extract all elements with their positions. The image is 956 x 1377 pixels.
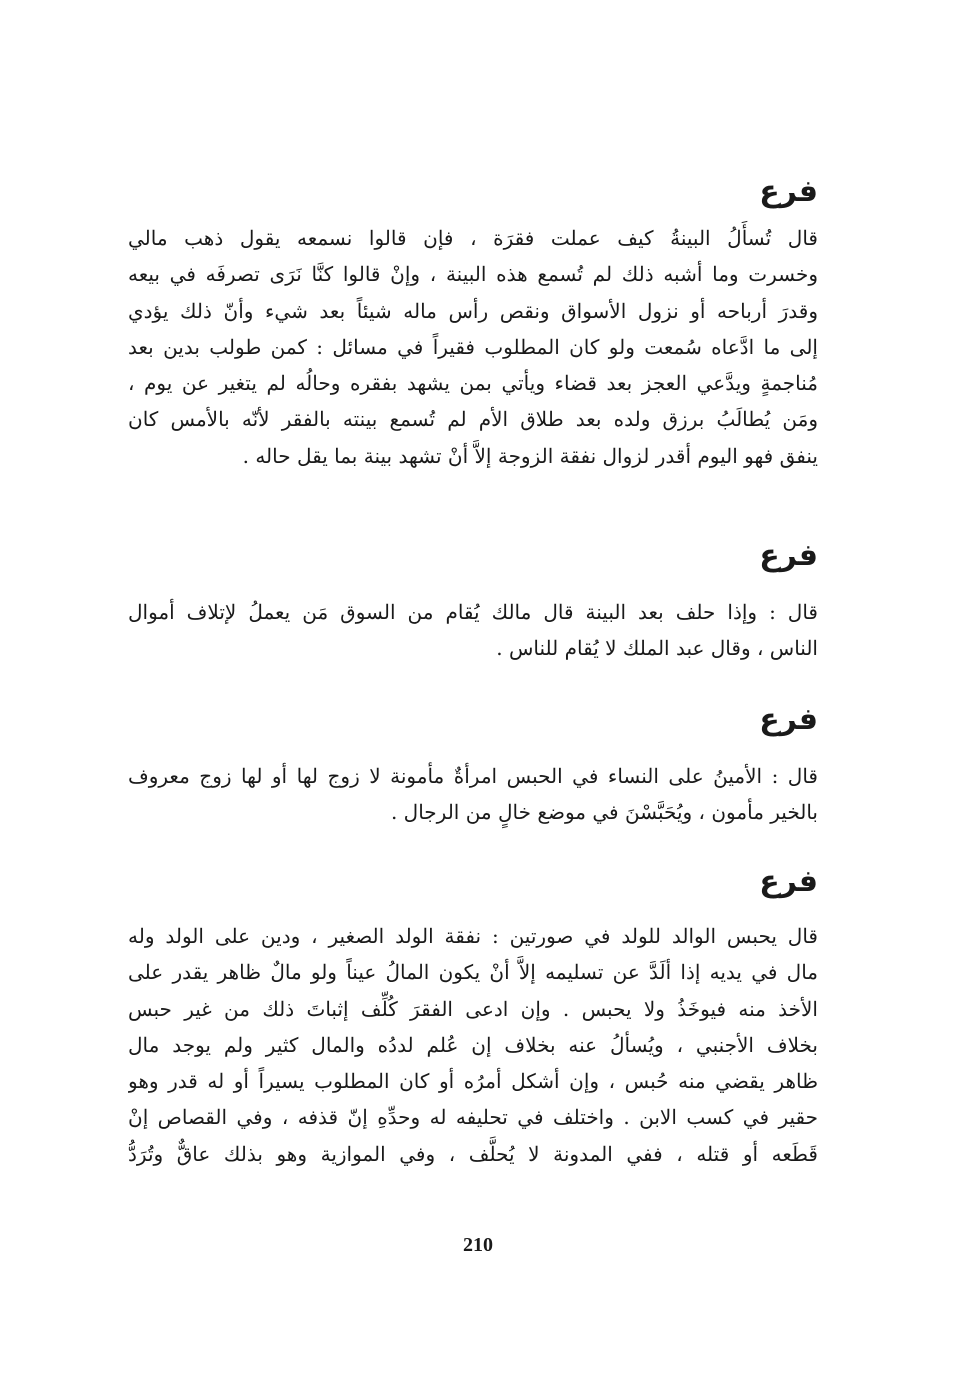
text-line: قال : الأمينُ على النساء في الحبس امرأةٌ مأمونة لا زوج لها أو لها زوج معروف	[128, 764, 818, 788]
page-number: 210	[463, 1234, 493, 1256]
text-line: وخسرت وما أشبه ذلك لم تُسمع هذه البينة ، وإنْ قالوا كنَّا نَرَى تصرفَه في بيعه	[128, 262, 818, 287]
text-line: قال تُسأَلُ البينةُ كيف عملت فقرَة ، فإن قالوا نسمعه يقول ذهب مالي	[128, 226, 818, 250]
section-heading: فرع	[759, 702, 818, 737]
text-line: بخلاف الأجنبي ، ويُسألُ عنه بخلاف إن عُلم لددُه والمال كثير ولم يوجد مال	[128, 1032, 818, 1057]
text-line: الناس ، وقال عبد الملك لا يُقام للناس .	[496, 636, 818, 661]
text-line: بالخير مأمون ، ويُحَبَّسْنَ في موضع خالٍ من الرجال .	[390, 800, 818, 825]
section-paragraph	[128, 220, 818, 474]
section-paragraph	[128, 758, 818, 831]
text-line: الأخذ منه فيوخَذُ ولا يحبس . وإن ادعى الفقرَ كُلِّف إثباتَ ذلك من غير حبس	[128, 996, 818, 1021]
text-line: قال يحبس الوالد للولد في صورتين : نفقة الولد الصغير ، ودين على الولد وله	[128, 924, 818, 948]
section-paragraph	[128, 594, 818, 667]
text-line: قَطَعه أو قتله ، ففي المدونة لا يُحلَّف ، وفي الموازية وهو بذلك عاقٌّ وتُرَدُّ	[128, 1141, 818, 1166]
text-line: ينفق فهو اليوم أقدر لزوال نفقة الزوجة إلاَّ أنْ تشهد بينة بما يقل حاله .	[242, 443, 818, 468]
text-line: ومَن يُطالَبُ برزق ولده بعد طلاق الأم لم تُسمع بينته بالفقر لأنّه بالأمس كان	[128, 407, 818, 432]
text-line: مُناجمةٍ ويدَّعي العجز بعد قضاء ويأتي بمن يشهد بفقره وحالُه لم يتغير عن يوم ،	[128, 371, 818, 396]
text-line: قال : وإذا حلف بعد البينة قال مالك يُقام من السوق مَن يعملُ لإتلاف أموال	[128, 600, 818, 624]
text-line: مال في يديه إذا ألَدَّ عن تسليمه إلاَّ أنْ يكون المالُ عيناً ولو مالٌ ظاهر يقدر على	[128, 960, 818, 985]
section-heading: فرع	[759, 864, 818, 899]
section-heading: فرع	[759, 174, 818, 209]
text-line: وقدرَ أرباحه أو نزول الأسواق ونقص رأس ماله شيئاً بعد شيء وأنّ ذلك يؤدي	[128, 298, 818, 323]
text-line: إلى ما ادَّعاه سُمعت ولو كان المطلوب فقيراً في مسائل : كمن طولب بدين بعد	[128, 334, 818, 359]
section-paragraph	[128, 918, 818, 1172]
text-line: ظاهر يقضي منه حُبس ، وإن أشكل أمرُه أو كان المطلوب يسيراً أو له قدر وهو	[128, 1069, 818, 1094]
text-line: حقير في كسب الابن . واختلف في تحليفه له وحدِّهِ إنّ قذفه ، وفي القصاص إنْ	[128, 1105, 818, 1130]
section-heading: فرع	[759, 538, 818, 573]
